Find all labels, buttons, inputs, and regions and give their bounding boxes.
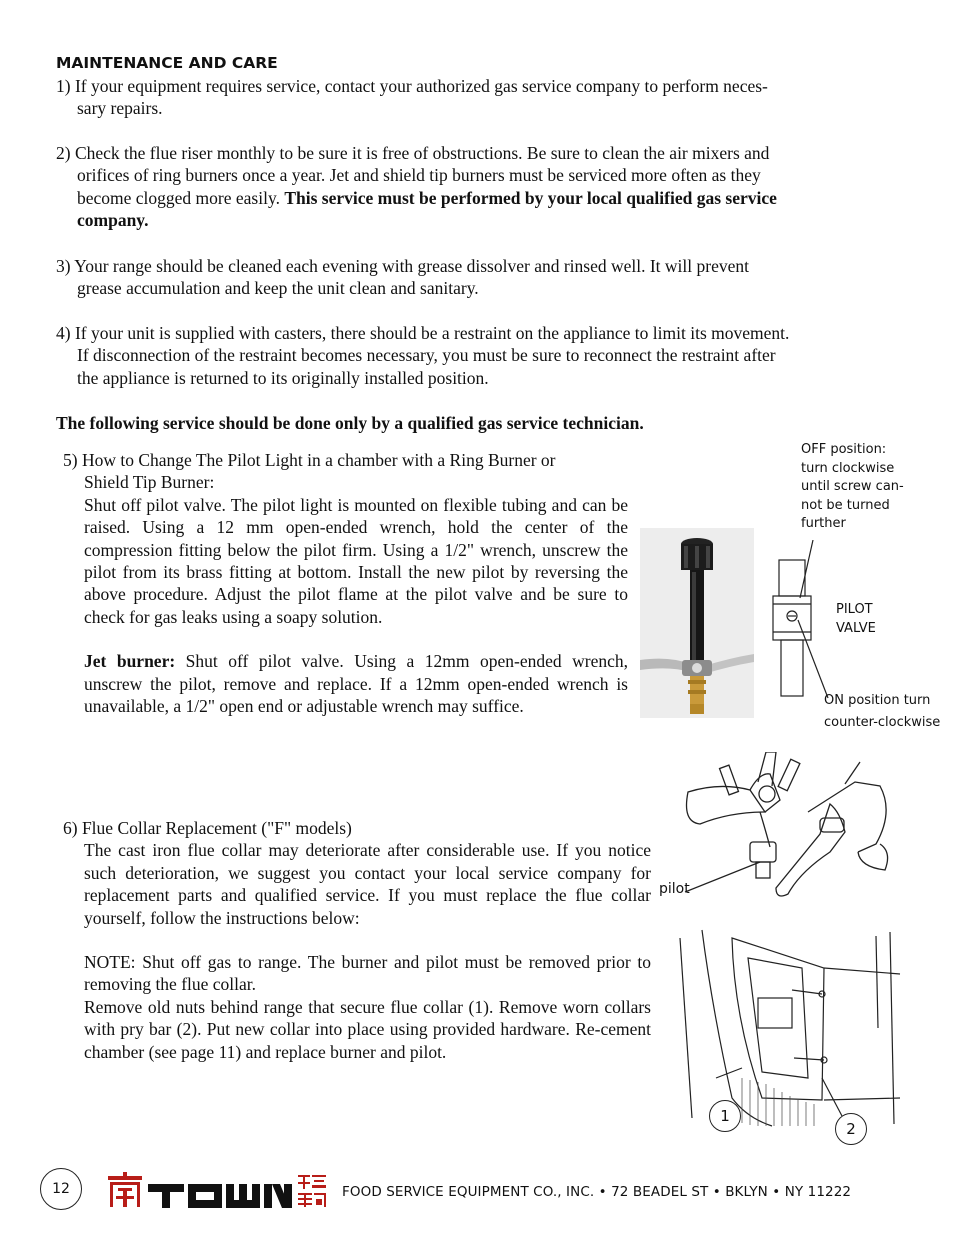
item-5-line-1: 5) How to Change The Pilot Light in a chamber with a Ring Burner or: [63, 450, 556, 470]
item-1-line-1: 1) If your equipment requires service, contact your authorized gas service company to perform neces-: [56, 76, 768, 96]
item-5-body: Shut off pilot valve. The pilot light is mounted on flexible tubing and can be raised. Using a 12 mm open-ended wrench, hold the center of the compression fitting below the pilot firm. Using a 1/2" wrench, unscrew the pilot from its brass fitting at bottom. Install the new pilot by reversing the above procedure. Adjust the pilot flame at the pilot valve and be sure to check for gas leaks using a soapy solution.: [84, 494, 628, 627]
off-label-line-4: not be turned: [801, 497, 890, 513]
item-1-line-2: sary repairs.: [77, 98, 163, 119]
pilot-valve-label-line-2: VALVE: [836, 620, 876, 636]
off-label-line-2: turn clockwise: [801, 460, 895, 476]
item-6: [63, 817, 651, 1063]
item-4-line-2: If disconnection of the restraint becomes necessary, you must be sure to reconnect the restraint after: [77, 345, 776, 366]
callout-1: 1: [709, 1100, 741, 1132]
item-5-jet-burner: [63, 650, 628, 717]
callout-2: 2: [835, 1113, 867, 1145]
pilot-photo: [640, 528, 754, 718]
item-2-line-3: [56, 187, 916, 209]
on-label-line-2: counter-clockwise: [824, 715, 941, 730]
section-heading: MAINTENANCE AND CARE: [56, 54, 278, 72]
item-4-line-1: 4) If your unit is supplied with casters, there should be a restraint on the appliance to limit its movement.: [56, 323, 790, 343]
technician-note: The following service should be done only by a qualified gas service technician.: [56, 413, 644, 433]
on-label-line-1: ON position turn: [824, 693, 931, 708]
town-logo-graphic: [108, 1172, 330, 1210]
burner-assembly-drawing: [680, 752, 895, 902]
item-2-line-2: orifices of ring burners once a year. Jet and shield tip burners must be serviced more often as they: [77, 165, 761, 186]
maintenance-item-2: [56, 142, 916, 232]
off-position-label: [801, 441, 941, 534]
item-4-line-3: the appliance is returned to its originally installed position.: [77, 367, 489, 388]
town-logo: [108, 1172, 330, 1210]
maintenance-item-4: [56, 322, 936, 389]
footer-company: FOOD SERVICE EQUIPMENT CO., INC. • 72 BEADEL ST • BKLYN • NY 11222: [342, 1184, 852, 1200]
pilot-valve-label: [836, 601, 876, 638]
item-6-steps: Remove old nuts behind range that secure flue collar (1). Remove worn collars with pry bar (2). Put new collar into place using provided hardware. Re-cement chamber (see page 11) and replace burner and pilot.: [84, 996, 651, 1062]
item-6-body: The cast iron flue collar may deteriorate after considerable use. If you notice such deterioration, we suggest you contact your local service company for replacement parts and qualified service. If you must replace the flue collar yourself, follow the instructions below:: [84, 840, 651, 928]
item-6-line-1: 6) Flue Collar Replacement ("F" models): [63, 818, 352, 838]
item-2-line-3-text: become clogged more easily.: [77, 187, 285, 208]
pilot-label: pilot: [659, 881, 690, 897]
item-5-line-2: Shield Tip Burner:: [84, 472, 215, 493]
off-label-line-3: until screw can-: [801, 479, 904, 494]
flue-collar-drawing: [672, 928, 902, 1128]
item-3-line-2: grease accumulation and keep the unit clean and sanitary.: [77, 278, 479, 299]
item-5: [63, 449, 628, 717]
item-2-bold-warning: This service must be performed by your local qualified gas service: [284, 187, 777, 208]
item-3-line-1: 3) Your range should be cleaned each evening with grease dissolver and rinsed well. It will prevent: [56, 256, 749, 276]
pilot-photo-graphic: [640, 528, 754, 718]
on-position-label: [824, 690, 940, 734]
jet-burner-text: Shut off pilot valve. Using a 12mm open-ended wrench, unscrew the pilot, remove and replace. If a 12mm open-ended wrench is unavailable, a 1/2" open end or adjustable wrench may suffice.: [84, 651, 628, 717]
burner-assembly-diagram: [680, 752, 895, 902]
maintenance-item-1: [56, 75, 906, 120]
maintenance-item-3: [56, 255, 916, 300]
jet-burner-label: Jet burner:: [84, 651, 176, 672]
page-number: 12: [40, 1168, 82, 1210]
item-2-line-4: company.: [77, 210, 149, 231]
pilot-valve-label-line-1: PILOT: [836, 602, 873, 617]
item-6-note: NOTE: Shut off gas to range. The burner and pilot must be removed prior to removing the flue collar.: [84, 952, 651, 995]
flue-collar-diagram: [672, 928, 902, 1128]
item-2-line-1: 2) Check the flue riser monthly to be sure it is free of obstructions. Be sure to clean the air mixers and: [56, 143, 770, 163]
off-label-line-1: OFF position:: [801, 442, 887, 457]
off-label-line-5: further: [801, 516, 846, 531]
